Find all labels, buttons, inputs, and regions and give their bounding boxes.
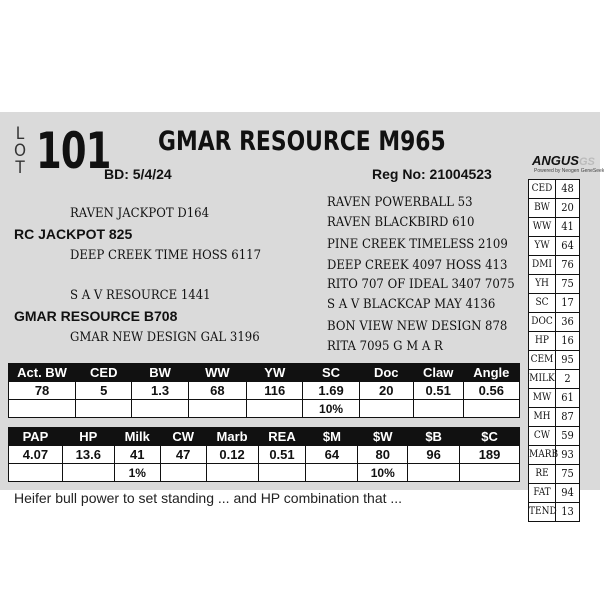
table-values-row <box>9 382 520 400</box>
epd-value: 16 <box>561 334 574 347</box>
registration-number: Reg No: 21004523 <box>372 166 492 182</box>
epd-label: MILK <box>529 370 556 388</box>
pedigree-right-line: RITO 707 OF IDEAL 3407 7075 <box>327 277 515 292</box>
epd-label: CED <box>529 180 556 198</box>
table-header-cell: Doc <box>359 364 413 382</box>
table-header-cell: CED <box>76 364 132 382</box>
epd-label: CW <box>529 427 556 445</box>
table-header-cell: Act. BW <box>9 364 76 382</box>
epd-value: 93 <box>561 448 574 461</box>
epd-row-cw <box>528 427 580 446</box>
table-header-cell: WW <box>188 364 246 382</box>
birth-date: BD: 5/4/24 <box>104 166 172 182</box>
epd-row-yw <box>528 237 580 256</box>
table-value-cell: 116 <box>247 382 303 400</box>
table-value-cell: 13.6 <box>62 446 114 464</box>
table-value-cell: 1.69 <box>303 382 359 400</box>
table-header-row <box>9 428 520 446</box>
pedigree-sire-sire: RAVEN JACKPOT D164 <box>70 206 210 221</box>
table-value-cell: 68 <box>188 382 246 400</box>
table-percentile-cell <box>9 464 63 482</box>
lot-number: 101 <box>36 122 111 180</box>
table-percentile-cell <box>460 464 520 482</box>
lot-letter: T <box>15 158 25 178</box>
epd-label: YW <box>529 237 556 255</box>
epd-row-cem <box>528 351 580 370</box>
table-percentile-cell <box>463 400 519 418</box>
epd-label: DOC <box>529 313 556 331</box>
table-value-cell: 4.07 <box>9 446 63 464</box>
pedigree-dam: GMAR RESOURCE B708 <box>14 308 178 324</box>
angus-gs-logo <box>532 153 595 168</box>
pedigree-right-line: S A V BLACKCAP MAY 4136 <box>327 297 496 312</box>
table-percentile-cell: 1% <box>114 464 160 482</box>
table-value-cell: 78 <box>9 382 76 400</box>
epd-value: 75 <box>561 277 574 290</box>
table-header-cell: PAP <box>9 428 63 446</box>
table-percentile-cell <box>160 464 206 482</box>
table-percentile-cell <box>413 400 463 418</box>
table-percentile-cell <box>258 464 306 482</box>
epd-label: MARB <box>529 446 556 464</box>
table-value-cell: 5 <box>76 382 132 400</box>
logo-main: ANGUS <box>532 153 579 168</box>
table-value-cell: 41 <box>114 446 160 464</box>
epd-label: MH <box>529 408 556 426</box>
lot-card <box>0 112 604 518</box>
epd-label: TEND <box>529 503 556 521</box>
epd-value: 13 <box>561 505 574 518</box>
pedigree-sire: RC JACKPOT 825 <box>14 226 133 242</box>
table-header-cell: $M <box>306 428 358 446</box>
table-value-cell: 0.51 <box>258 446 306 464</box>
epd-table-secondary <box>8 427 520 482</box>
table-percentile-cell <box>247 400 303 418</box>
epd-value: 36 <box>561 315 574 328</box>
table-percentile-row <box>9 400 520 418</box>
epd-value: 95 <box>561 353 574 366</box>
table-header-cell: Angle <box>463 364 519 382</box>
epd-row-mh <box>528 408 580 427</box>
pedigree-right-line: RAVEN POWERBALL 53 <box>327 195 473 210</box>
epd-value: 61 <box>561 391 574 404</box>
epd-value: 75 <box>561 467 574 480</box>
epd-value: 48 <box>561 182 574 195</box>
pedigree-right-line: BON VIEW NEW DESIGN 878 <box>327 319 508 334</box>
table-header-cell: YW <box>247 364 303 382</box>
table-header-cell: HP <box>62 428 114 446</box>
lot-label <box>12 126 28 177</box>
table-header-cell: Marb <box>206 428 258 446</box>
table-value-cell: 80 <box>358 446 408 464</box>
epd-row-tend <box>528 503 580 522</box>
epd-value: 94 <box>561 486 574 499</box>
table-value-cell: 47 <box>160 446 206 464</box>
animal-name: GMAR RESOURCE M965 <box>158 126 446 157</box>
table-percentile-cell: 10% <box>303 400 359 418</box>
epd-row-bw <box>528 199 580 218</box>
table-value-cell: 0.51 <box>413 382 463 400</box>
epd-value: 20 <box>561 201 574 214</box>
epd-row-ced <box>528 179 580 199</box>
epd-table-primary <box>8 363 520 418</box>
table-value-cell: 64 <box>306 446 358 464</box>
table-header-cell: Milk <box>114 428 160 446</box>
epd-row-milk <box>528 370 580 389</box>
table-header-cell: $W <box>358 428 408 446</box>
pedigree-right-line: DEEP CREEK 4097 HOSS 413 <box>327 258 508 273</box>
epd-label: CEM <box>529 351 556 369</box>
logo-sub: GS <box>578 156 595 168</box>
epd-value: 59 <box>561 429 574 442</box>
table-header-cell: SC <box>303 364 359 382</box>
table-value-cell: 0.12 <box>206 446 258 464</box>
epd-row-re <box>528 465 580 484</box>
pedigree-right-line: PINE CREEK TIMELESS 2109 <box>327 237 508 252</box>
lot-letter: L <box>15 124 25 144</box>
epd-label: HP <box>529 332 556 350</box>
table-header-cell: $C <box>460 428 520 446</box>
epd-row-dmi <box>528 256 580 275</box>
lot-letter: O <box>13 141 27 161</box>
table-percentile-cell <box>62 464 114 482</box>
epd-label: SC <box>529 294 556 312</box>
table-header-row <box>9 364 520 382</box>
epd-row-mw <box>528 389 580 408</box>
table-percentile-cell <box>359 400 413 418</box>
epd-label: FAT <box>529 484 556 502</box>
table-percentile-row <box>9 464 520 482</box>
table-header-cell: CW <box>160 428 206 446</box>
table-header-cell: REA <box>258 428 306 446</box>
epd-value: 41 <box>561 220 574 233</box>
epd-value: 2 <box>564 372 571 385</box>
epd-row-ww <box>528 218 580 237</box>
table-value-cell: 0.56 <box>463 382 519 400</box>
table-percentile-cell <box>132 400 188 418</box>
pedigree-right-line: RAVEN BLACKBIRD 610 <box>327 215 475 230</box>
table-percentile-cell <box>306 464 358 482</box>
epd-row-doc <box>528 313 580 332</box>
table-value-cell: 189 <box>460 446 520 464</box>
table-header-cell: $B <box>408 428 460 446</box>
epd-value: 17 <box>561 296 574 309</box>
table-percentile-cell <box>206 464 258 482</box>
epd-row-marb <box>528 446 580 465</box>
epd-label: MW <box>529 389 556 407</box>
logo-tagline: Powered by Neogen GeneSeek <box>534 168 604 174</box>
epd-label: YH <box>529 275 556 293</box>
epd-row-fat <box>528 484 580 503</box>
epd-percentile-panel <box>528 179 580 522</box>
epd-value: 87 <box>561 410 574 423</box>
table-percentile-cell <box>408 464 460 482</box>
epd-label: BW <box>529 199 556 217</box>
table-value-cell: 1.3 <box>132 382 188 400</box>
epd-label: RE <box>529 465 556 483</box>
epd-value: 64 <box>561 239 574 252</box>
table-value-cell: 96 <box>408 446 460 464</box>
epd-row-sc <box>528 294 580 313</box>
table-header-cell: Claw <box>413 364 463 382</box>
epd-row-yh <box>528 275 580 294</box>
epd-label: WW <box>529 218 556 236</box>
description-text: Heifer bull power to set standing ... and HP combination that ... <box>14 490 403 506</box>
table-header-cell: BW <box>132 364 188 382</box>
epd-value: 76 <box>561 258 574 271</box>
table-percentile-cell <box>9 400 76 418</box>
pedigree-right-line: RITA 7095 G M A R <box>327 339 443 354</box>
table-percentile-cell <box>188 400 246 418</box>
table-values-row <box>9 446 520 464</box>
pedigree-dam-sire: S A V RESOURCE 1441 <box>70 288 211 303</box>
pedigree-sire-dam: DEEP CREEK TIME HOSS 6117 <box>70 248 262 263</box>
table-percentile-cell <box>76 400 132 418</box>
table-value-cell: 20 <box>359 382 413 400</box>
pedigree-dam-dam: GMAR NEW DESIGN GAL 3196 <box>70 330 260 345</box>
epd-label: DMI <box>529 256 556 274</box>
table-percentile-cell: 10% <box>358 464 408 482</box>
epd-row-hp <box>528 332 580 351</box>
